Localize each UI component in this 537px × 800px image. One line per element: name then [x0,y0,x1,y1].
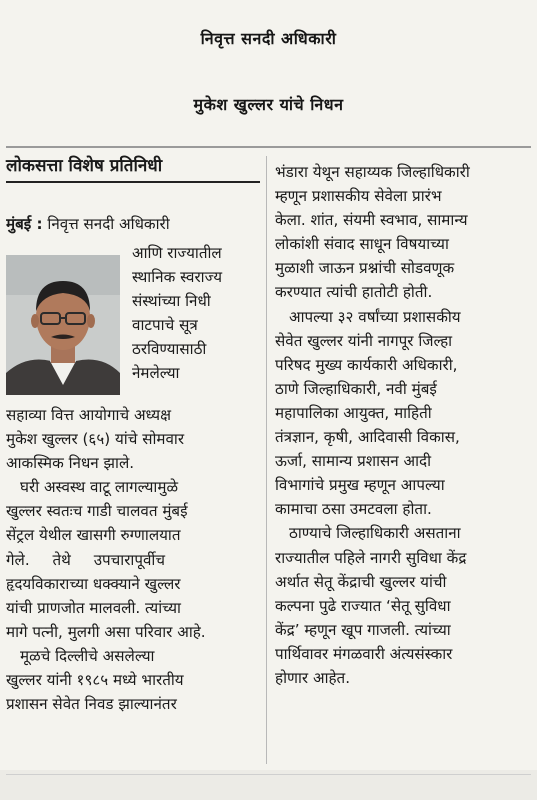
article-text-line: परिषद मुख्य कार्यकारी अधिकारी, [275,355,458,374]
article-text-line: यांची प्राणजोत मालवली. त्यांच्या [6,598,181,617]
article-text-line: कल्पना पुढे राज्यात ‘सेतू सुविधा [275,596,451,615]
byline: लोकसत्ता विशेष प्रतिनिधी [6,156,163,176]
headline-line-2: मुकेश खुल्लर यांचे निधन [193,95,344,114]
left-column-wrap-text [132,241,260,386]
article-text-line: सेंट्रल येथील खासगी रुग्णालयात [6,526,181,545]
dateline: मुंबई : [6,215,43,233]
article-text-line: विभागांचे प्रमुख म्हणून आपल्या [275,476,445,495]
article-text-line: सहाव्या वित्त आयोगाचे अध्यक्ष [6,406,171,424]
article-text-line: अर्थात सेतू केंद्राची खुल्लर यांची [275,572,447,591]
article-text-line: स्थानिक स्वराज्य [132,268,223,287]
article-text-line: ठाणे जिल्हाधिकारी, नवी मुंबई [275,379,437,398]
article-text-line: ठरविण्यासाठी [132,340,207,359]
article-text-line: आपल्या ३२ वर्षांच्या प्रशासकीय [289,307,461,326]
column-divider [266,156,267,764]
article-text-line: प्रशासन सेवेत निवड झाल्यानंतर [6,695,177,714]
article-text-line: वाटपाचे सूत्र [132,316,198,335]
article-text-line: केंद्र’ म्हणून खूप गाजली. त्यांच्या [275,620,451,639]
headline-divider [6,146,531,148]
article-text-line: महापालिका आयुक्त, माहिती [275,403,432,422]
article-text-line: करण्यात त्यांची हातोटी होती. [275,283,433,302]
article-text-line: खुल्लर स्वतःच गाडी चालवत मुंबई [6,502,188,521]
left-column-body [6,403,260,716]
article-text-line: सेवेत खुल्लर यांनी नागपूर जिल्हा [275,331,453,350]
article-text-line: खुल्लर यांनी १९८५ मध्ये भारतीय [6,671,184,690]
article-text-line: होणार आहेत. [275,668,351,687]
article-text-line: मूळचे दिल्लीचे असलेल्या [20,646,155,665]
left-column-first-line [6,212,260,236]
article-text-line: गेले. तेथे उपचारापूर्वीच [6,550,166,569]
headline-line-1: निवृत्त सनदी अधिकारी [200,29,337,48]
article-text-line: निवृत्त सनदी अधिकारी [47,215,170,233]
article-text-line: घरी अस्वस्थ वाटू लागल्यामुळे [20,478,178,497]
article-text-line: संस्थांच्या निधी [132,292,211,311]
article-text-line: नेमलेल्या [132,364,180,383]
article-text-line: भंडारा येथून सहाय्यक जिल्हाधिकारी [275,163,470,181]
portrait-photo [6,255,120,395]
article-text-line: मुकेश खुल्लर (६५) यांचे सोमवार [6,430,185,449]
article-text-line: ठाण्याचे जिल्हाधिकारी असताना [289,524,461,543]
article-text-line: केला. शांत, संयमी स्वभाव, सामान्य [275,211,468,230]
article-text-line: कामाचा ठसा उमटवला होता. [275,500,432,519]
article-text-line: तंत्रज्ञान, कृषी, आदिवासी विकास, [275,428,460,447]
article-text-line: लोकांशी संवाद साधून विषयाच्या [275,235,449,254]
bottom-divider [6,774,531,775]
article-text-line: म्हणून प्रशासकीय सेवेला प्रारंभ [275,187,442,206]
article-text-line: मुळाशी जाऊन प्रश्नांची सोडवणूक [275,259,455,278]
article-text-line: मागे पत्नी, मुलगी असा परिवार आहे. [6,622,206,641]
article-text-line: हृदयविकाराच्या धक्क्याने खुल्लर [6,574,181,593]
article-text-line: आणि राज्यातील [132,244,222,262]
right-column-body [275,160,531,690]
byline-underline [6,181,260,183]
article-text-line: पार्थिवावर मंगळवारी अंत्यसंस्कार [275,644,453,663]
article-text-line: ऊर्जा, सामान्य प्रशासन आदी [275,452,432,471]
article-text-line: आकस्मिक निधन झाले. [6,454,135,473]
article-text-line: राज्यातील पहिले नागरी सुविधा केंद्र [275,548,467,567]
